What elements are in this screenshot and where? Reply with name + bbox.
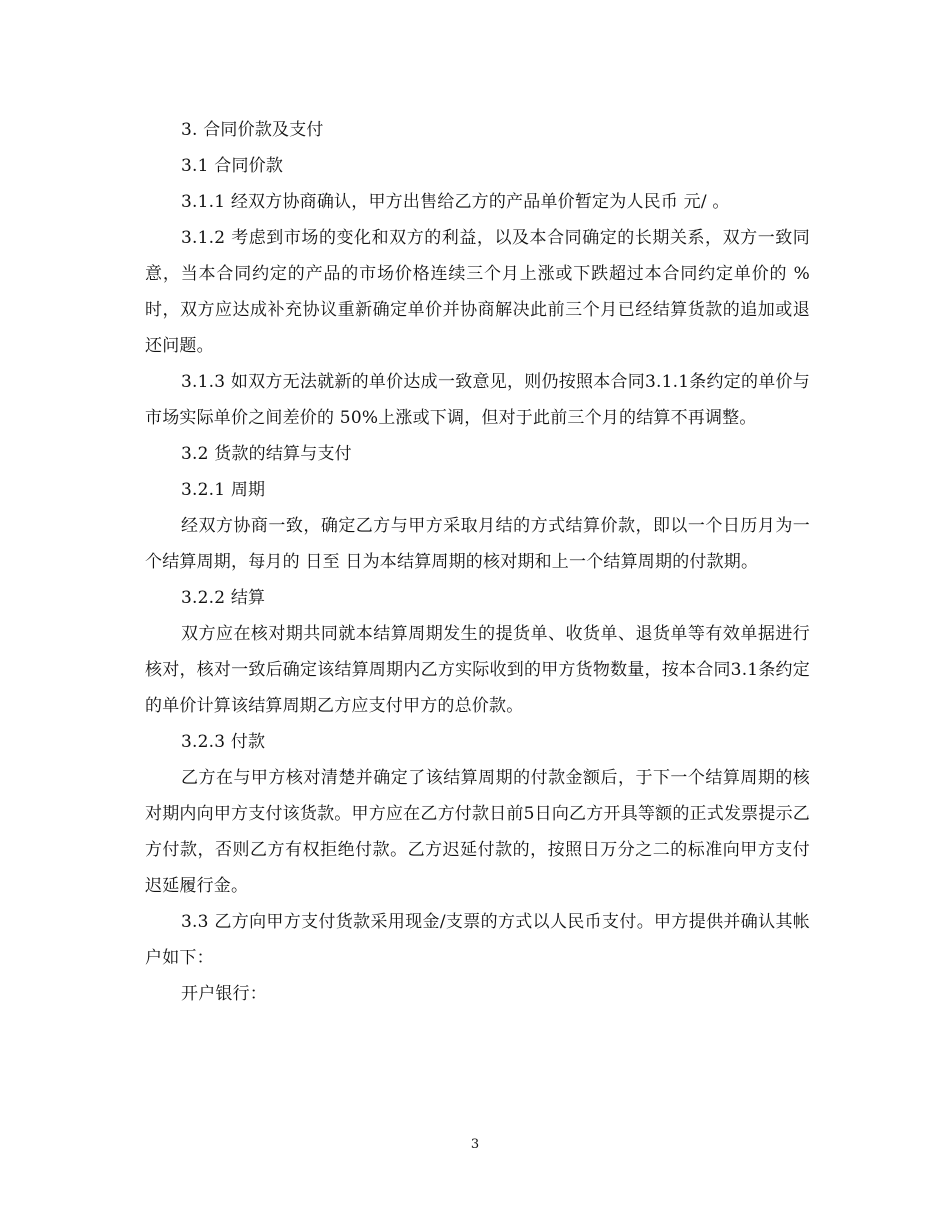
clause-3-2-1-text: 经双方协商一致，确定乙方与甲方采取月结的方式结算价款，即以一个日历月为一个结算周期，每月的 日至 日为本结算周期的核对期和上一个结算周期的付款期。 [145, 516, 810, 572]
clause-3-2-2-text: 双方应在核对期共同就本结算周期发生的提货单、收货单、退货单等有效单据进行核对，核对一致后确定该结算周期内乙方实际收到的甲方货物数量，按本合同3.1条约定的单价计算该结算周期乙方应支付甲方的总价款。 [145, 624, 810, 716]
page-number: 3 [470, 1137, 480, 1152]
clause-3-2-3-text: 乙方在与甲方核对清楚并确定了该结算周期的付款金额后，于下一个结算周期的核对期内向甲方支付该货款。甲方应在乙方付款日前5日向乙方开具等额的正式发票提示乙方付款，否则乙方有权拒绝付款。乙方迟延付款的，按照日万分之二的标准向甲方支付迟延履行金。 [145, 768, 810, 896]
subsection-heading-3-1: 3.1 合同价款 [181, 156, 284, 176]
clause-3-1-2: 3.1.2 考虑到市场的变化和双方的利益，以及本合同确定的长期关系，双方一致同意，当本合同约定的产品的市场价格连续三个月上涨或下跌超过本合同约定单价的 %时，双方应达成补充协议重新确定单价并协商解决此前三个月已经结算货款的追加或退还问题。 [145, 228, 810, 356]
clause-heading-3-2-3: 3.2.3 付款 [181, 732, 266, 752]
section-heading-3: 3. 合同价款及支付 [181, 120, 324, 140]
clause-heading-3-2-2: 3.2.2 结算 [181, 588, 266, 608]
document-body [145, 112, 810, 1012]
clause-heading-3-2-1: 3.2.1 周期 [181, 480, 266, 500]
clause-3-1-1: 3.1.1 经双方协商确认，甲方出售给乙方的产品单价暂定为人民币 元/ 。 [181, 192, 730, 212]
subsection-heading-3-2: 3.2 货款的结算与支付 [181, 444, 352, 464]
bank-name-line: 开户银行： [181, 984, 267, 1004]
clause-3-1-3: 3.1.3 如双方无法就新的单价达成一致意见，则仍按照本合同3.1.1条约定的单价与市场实际单价之间差价的 50%上涨或下调，但对于此前三个月的结算不再调整。 [145, 372, 810, 428]
clause-3-3: 3.3 乙方向甲方支付货款采用现金/支票的方式以人民币支付。甲方提供并确认其帐户如下： [145, 912, 810, 968]
